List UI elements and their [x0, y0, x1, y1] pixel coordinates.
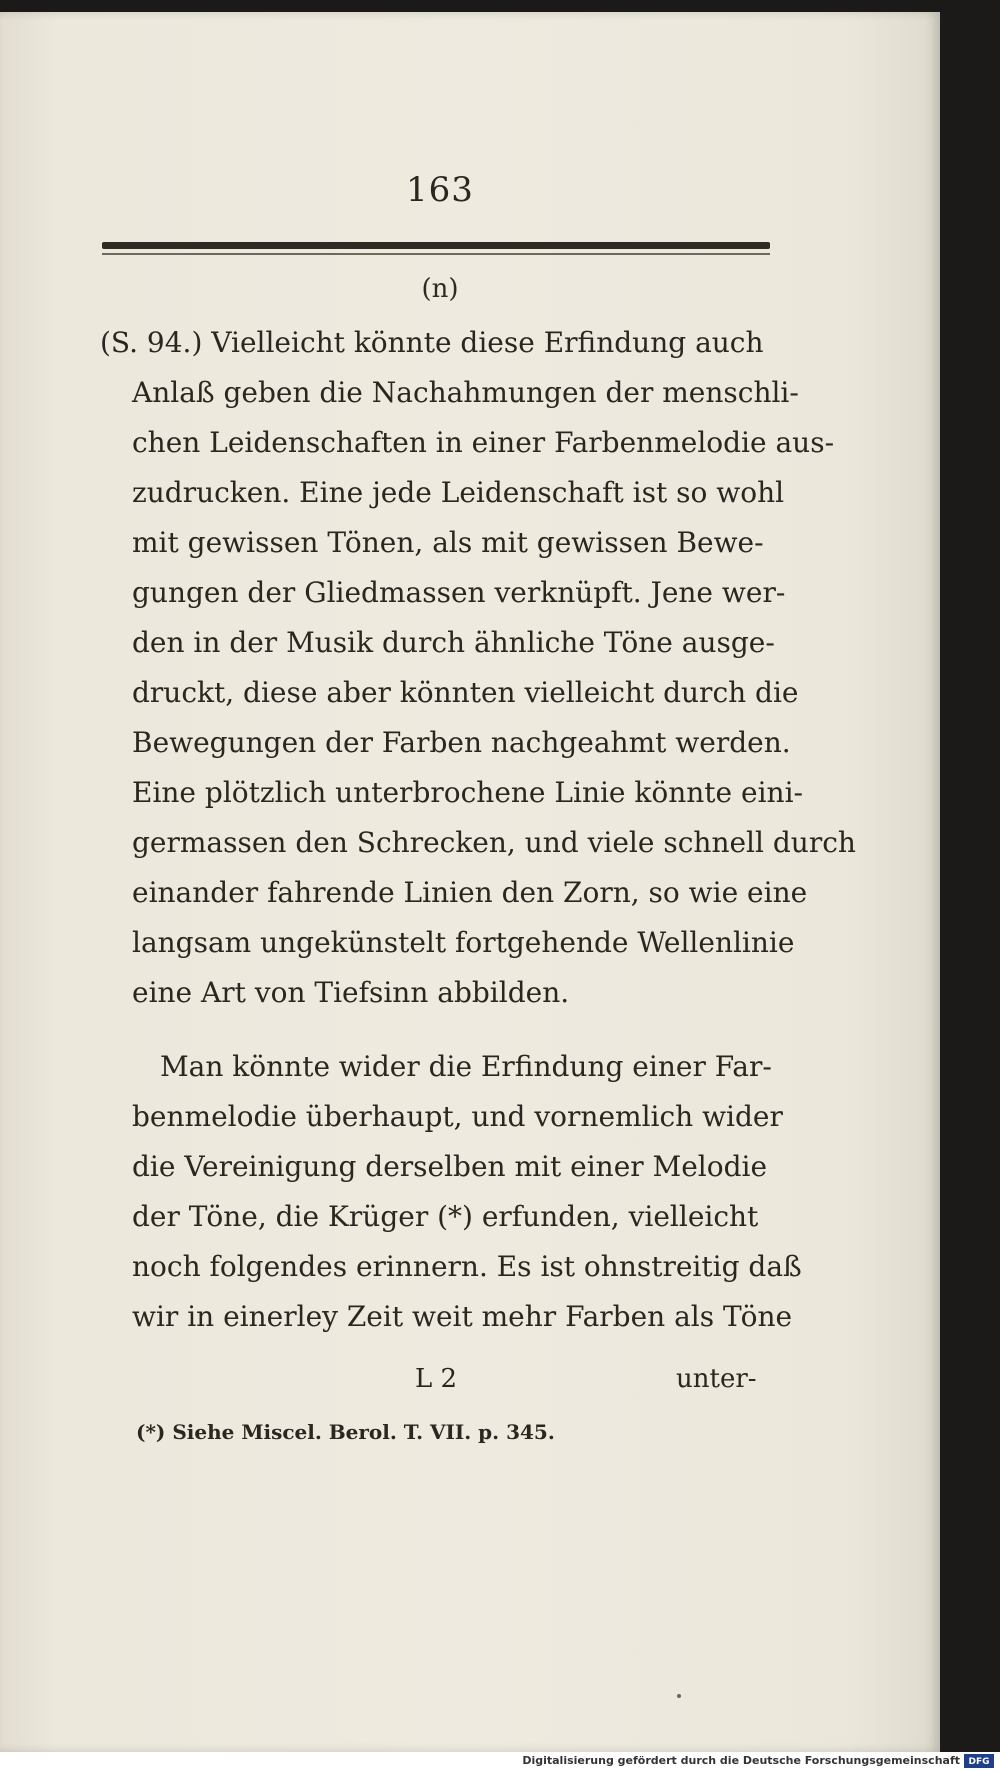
- text-line: Man könnte wider die Erfindung einer Far-: [160, 1050, 772, 1083]
- text-line: benmelodie überhaupt, und vornemlich wider: [132, 1100, 783, 1133]
- book-page: [0, 12, 940, 1752]
- text-line: druckt, diese aber könnten vielleicht durch die: [132, 676, 799, 709]
- text-line: eine Art von Tiefsinn abbilden.: [132, 976, 570, 1009]
- signature-mark: L 2: [415, 1364, 458, 1394]
- text-line: wir in einerley Zeit weit mehr Farben als Töne: [132, 1300, 793, 1333]
- note-heading: (n): [421, 274, 459, 304]
- text-line: Eine plötzlich unterbrochene Linie könnte eini-: [132, 776, 803, 809]
- text-line: noch folgendes erinnern. Es ist ohnstreitig daß: [132, 1250, 802, 1283]
- header-rule-thin: [102, 253, 770, 255]
- catchword: unter-: [676, 1364, 757, 1394]
- text-line: (S. 94.) Vielleicht könnte diese Erfindung auch: [100, 326, 764, 359]
- paragraph-2: [132, 1042, 802, 1342]
- credit-text: Digitalisierung gefördert durch die Deutsche Forschungsgemeinschaft: [522, 1754, 960, 1767]
- text-line: gungen der Gliedmassen verknüpft. Jene wer-: [132, 576, 786, 609]
- text-line: langsam ungekünstelt fortgehende Wellenlinie: [132, 926, 795, 959]
- paragraph-1: [100, 318, 856, 1018]
- credit-bar: [0, 1752, 1000, 1771]
- paper-speck: [677, 1694, 681, 1698]
- text-line: Anlaß geben die Nachahmungen der menschli-: [132, 376, 799, 409]
- text-line: Bewegungen der Farben nachgeahmt werden.: [132, 726, 791, 759]
- text-line: zudrucken. Eine jede Leidenschaft ist so wohl: [132, 476, 785, 509]
- dfg-logo-icon: DFG: [964, 1754, 994, 1768]
- header-rule: [102, 242, 770, 249]
- text-line: germassen den Schrecken, und viele schnell durch: [132, 826, 856, 859]
- text-line: einander fahrende Linien den Zorn, so wie eine: [132, 876, 808, 909]
- footnote: (*) Siehe Miscel. Berol. T. VII. p. 345.: [136, 1420, 555, 1444]
- text-line: chen Leidenschaften in einer Farbenmelodie aus-: [132, 426, 835, 459]
- signature-row: [0, 1364, 880, 1404]
- text-line: mit gewissen Tönen, als mit gewissen Bewe-: [132, 526, 764, 559]
- text-line: der Töne, die Krüger (*) erfunden, vielleicht: [132, 1200, 759, 1233]
- page-number: 163: [406, 170, 474, 210]
- text-line: die Vereinigung derselben mit einer Melodie: [132, 1150, 768, 1183]
- text-line: den in der Musik durch ähnliche Töne ausge-: [132, 626, 775, 659]
